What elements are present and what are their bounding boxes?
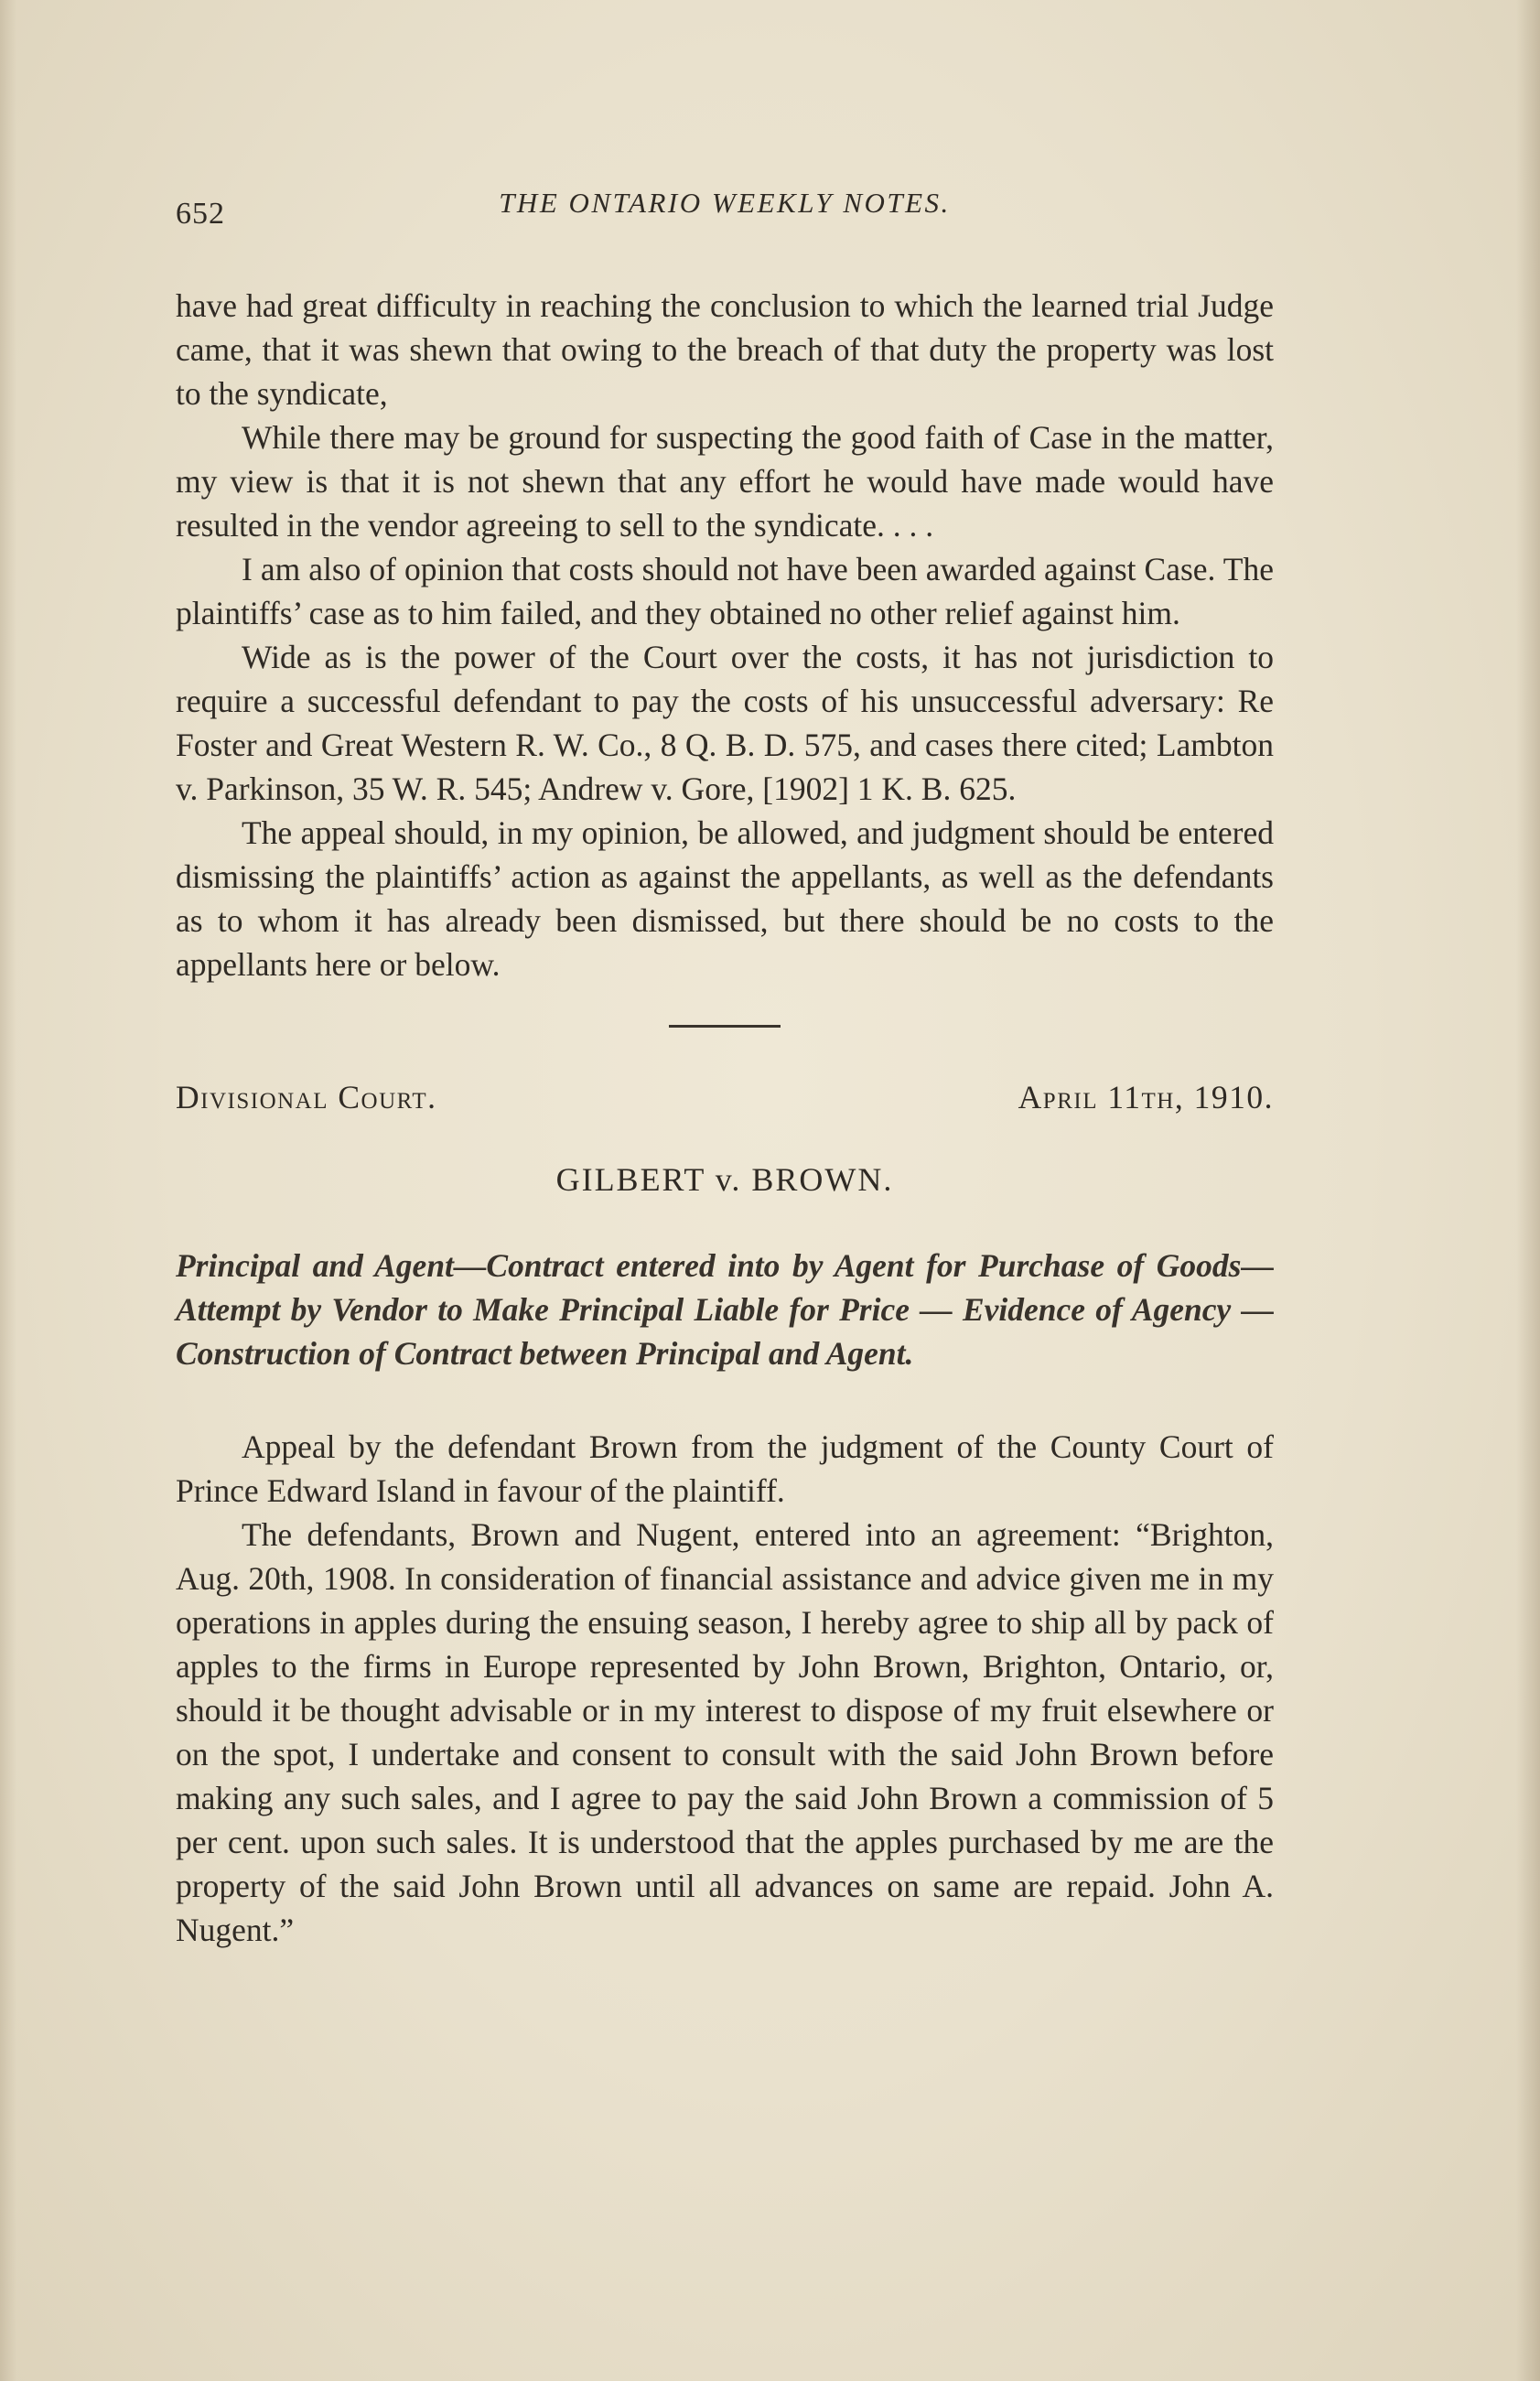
page-content (176, 181, 1274, 1952)
page-header (176, 181, 1274, 236)
court-date-line (176, 1075, 1274, 1126)
page-number: 652 (176, 197, 225, 231)
page-left-shadow (0, 0, 16, 2381)
section-divider (669, 1025, 781, 1028)
court-name: Divisional Court. (176, 1079, 437, 1115)
paragraph: Appeal by the defendant Brown from the judgment of the County Court of Prince Edward Island in favour of the plaintiff. (176, 1428, 1274, 1509)
paragraph: I am also of opinion that costs should not have been awarded against Case. The plaintiffs’ case as to him failed, and they obtained no other relief against him. (176, 551, 1274, 631)
paragraph: The appeal should, in my opinion, be allowed, and judgment should be entered dismissing the plaintiffs’ action as against the appellants, as well as the defendants as to whom it has already been dismissed, but there should be no costs to the appellants here or below. (176, 814, 1274, 983)
paragraph: The defendants, Brown and Nugent, entered into an agreement: “Brighton, Aug. 20th, 1908. In consideration of financial assistance and advice given me in my operations in apples during the ensuing season, I hereby agree to ship all by pack of apples to the firms in Europe represented by John Brown, Brighton, Ontario, or, should it be thought advisable or in my interest to dispose of my fruit elsewhere or on the spot, I undertake and consent to consult with the said John Brown before making any such sales, and I agree to pay the said John Brown a commission of 5 per cent. upon such sales. It is understood that the apples purchased by me are the property of the said John Brown until all advances on same are repaid. John A. Nugent.” (176, 1516, 1274, 1948)
case-title: GILBERT v. BROWN. (555, 1161, 894, 1198)
paragraph-continued: have had great difficulty in reaching the conclusion to which the learned trial Judge came, that it was shewn that owing to the breach of that duty the property was lost to the syndicate, (176, 287, 1274, 412)
page-right-shadow (1516, 0, 1540, 2381)
decision-date: April 11th, 1910. (1018, 1079, 1274, 1115)
paragraph: While there may be ground for suspecting the good faith of Case in the matter, my view is that it is not shewn that any effort he would have made would have resulted in the vendor agreeing to sell to the syndicate. . . . (176, 419, 1274, 544)
headnote: Principal and Agent—Contract entered into by Agent for Purchase of Goods—Attempt by Vendor to Make Principal Liable for Price — Evidence of Agency — Construction of Contract between Principal and Agent. (176, 1247, 1274, 1372)
running-head: THE ONTARIO WEEKLY NOTES. (499, 187, 951, 219)
paragraph: Wide as is the power of the Court over the costs, it has not jurisdiction to require a successful defendant to pay the costs of his unsuccessful adversary: Re Foster and Great Western R. W. Co., 8 Q. B. D. 575, and cases there cited; Lambton v. Parkinson, 35 W. R. 545; Andrew v. Gore, [1902] 1 K. B. 625. (176, 639, 1274, 807)
